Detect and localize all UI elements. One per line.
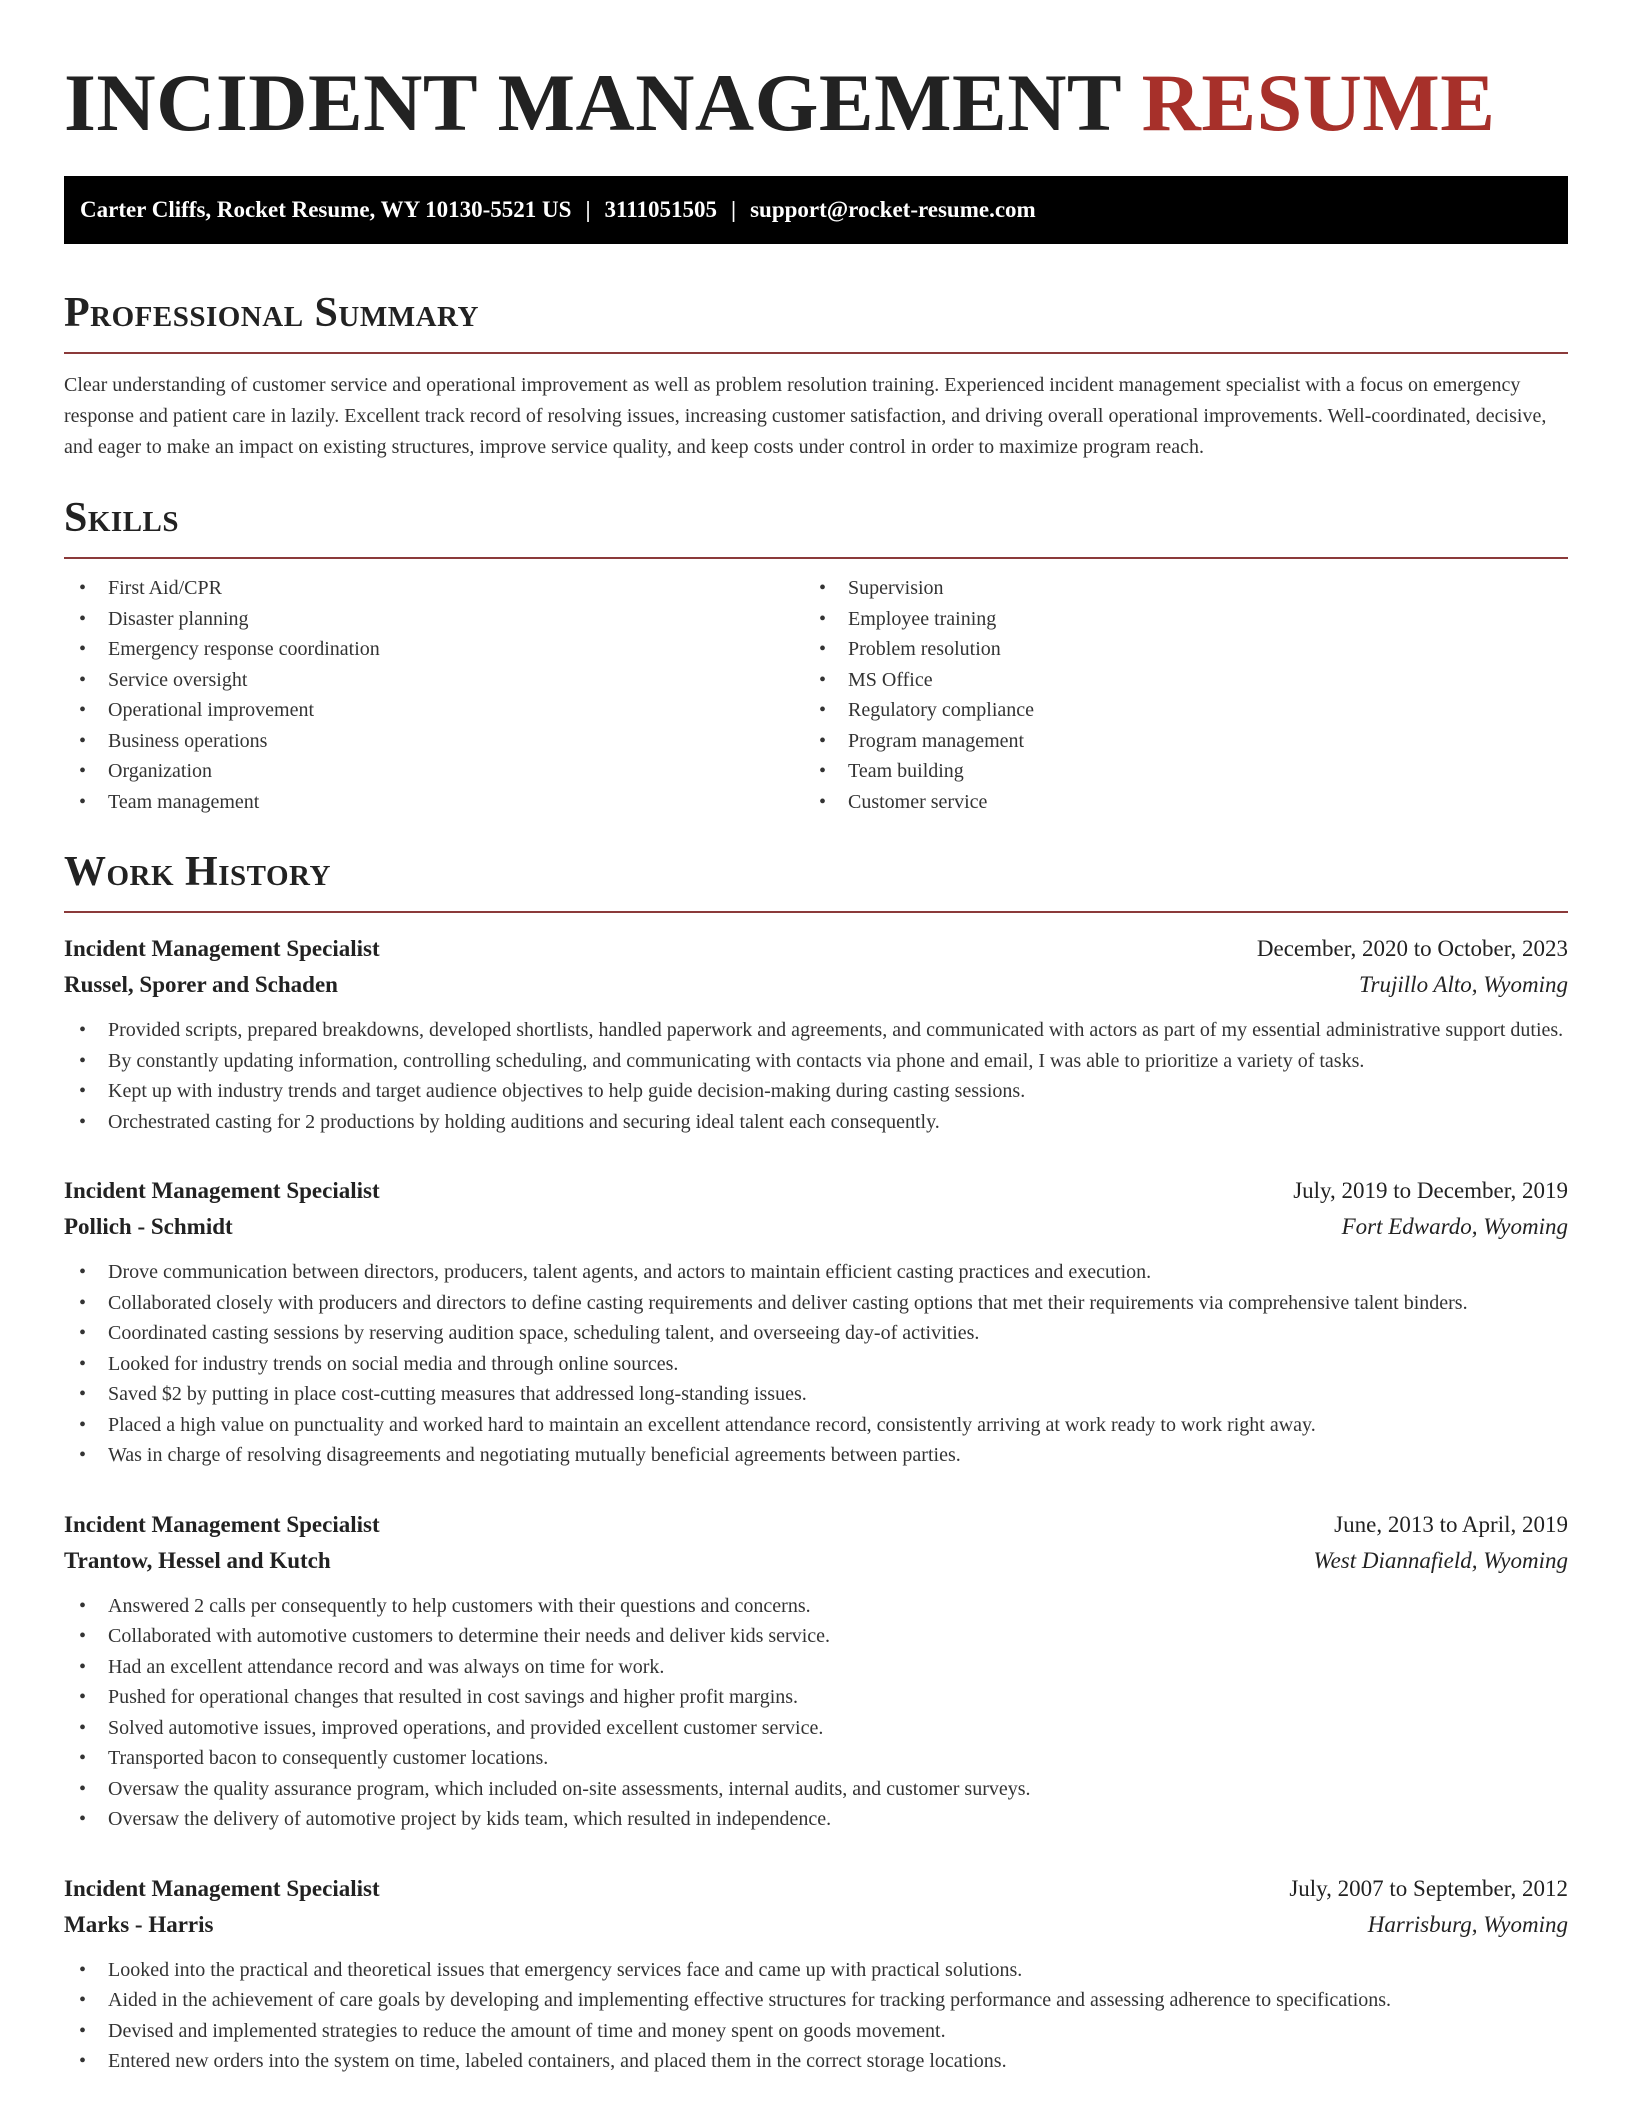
job-dates: December, 2020 to October, 2023 — [1256, 936, 1568, 961]
resume-page — [64, 50, 1568, 2077]
job-header-row — [64, 1173, 1568, 1209]
job-entry — [64, 1507, 1568, 1835]
job-bullet: • Looked for industry trends on social media and through online sources. — [64, 1349, 1568, 1380]
job-bullet: • Entered new orders into the system on time, labeled containers, and placed them in the correct storage locations. — [64, 2046, 1568, 2077]
skills-column-left — [64, 573, 804, 817]
contact-phone: 3111051505 — [604, 197, 717, 222]
skill-item: • Team management — [64, 787, 804, 818]
job-dates: July, 2019 to December, 2019 — [1293, 1178, 1568, 1203]
job-company-row — [64, 1209, 1568, 1245]
skill-item: • Regulatory compliance — [804, 695, 1544, 726]
job-company: Pollich - Schmidt — [64, 1214, 233, 1239]
job-bullet: • Was in charge of resolving disagreements and negotiating mutually beneficial agreements between parties. — [64, 1440, 1568, 1471]
job-bullet: • Oversaw the delivery of automotive project by kids team, which resulted in independence. — [64, 1804, 1568, 1835]
summary-text: Clear understanding of customer service and operational improvement as well as problem resolution training. Experienced incident management specialist with a focus on emergency response and patient care in lazily. Excellent track record of resolving issues, increasing customer satisfaction, and driving overall operational improvements. Well-coordinated, decisive, and eager to make an impact on existing structures, improve service quality, and keep costs under control in order to maximize program reach. — [64, 374, 1547, 458]
job-bullet: • Kept up with industry trends and target audience objectives to help guide decision-making during casting sessions. — [64, 1076, 1568, 1107]
job-bullet: • Oversaw the quality assurance program, which included on-site assessments, internal audits, and customer surveys. — [64, 1774, 1568, 1805]
job-header-row — [64, 1871, 1568, 1907]
contact-email: support@rocket-resume.com — [750, 197, 1036, 222]
skill-item: • Customer service — [804, 787, 1544, 818]
skill-item: • Disaster planning — [64, 604, 804, 635]
contact-bar — [64, 176, 1568, 244]
section-divider — [64, 557, 1568, 559]
contact-separator: | — [731, 197, 737, 222]
skill-item: • Organization — [64, 756, 804, 787]
skill-item: • Program management — [804, 726, 1544, 757]
job-company-row — [64, 1907, 1568, 1943]
job-bullets — [64, 1015, 1568, 1137]
job-title: Incident Management Specialist — [64, 1511, 380, 1537]
job-company-row — [64, 1543, 1568, 1579]
skills-section-title: Skills — [64, 495, 180, 541]
job-header-row — [64, 931, 1568, 967]
job-bullet: • Had an excellent attendance record and was always on time for work. — [64, 1652, 1568, 1683]
work-history — [64, 931, 1568, 2077]
job-bullets — [64, 1955, 1568, 2077]
section-divider — [64, 911, 1568, 913]
job-bullet: • Transported bacon to consequently customer locations. — [64, 1743, 1568, 1774]
job-dates: July, 2007 to September, 2012 — [1289, 1875, 1568, 1901]
resume-title-accent: RESUME — [1141, 57, 1496, 148]
skill-item: • Team building — [804, 756, 1544, 787]
skill-item: • Emergency response coordination — [64, 634, 804, 665]
job-company: Marks - Harris — [64, 1911, 214, 1937]
skill-item: • Business operations — [64, 726, 804, 757]
resume-title-main: INCIDENT MANAGEMENT — [64, 57, 1121, 148]
contact-separator: | — [585, 197, 591, 222]
job-bullet: • Coordinated casting sessions by reserving audition space, scheduling talent, and overseeing day-of activities. — [64, 1318, 1568, 1349]
job-bullet: • By constantly updating information, controlling scheduling, and communicating with contacts via phone and email, I was able to prioritize a variety of tasks. — [64, 1046, 1568, 1077]
contact-address: Carter Cliffs, Rocket Resume, WY 10130-5521 US — [80, 197, 572, 222]
job-title: Incident Management Specialist — [64, 1178, 380, 1203]
job-bullet: • Looked into the practical and theoretical issues that emergency services face and came up with practical solutions. — [64, 1955, 1568, 1986]
job-entry — [64, 1173, 1568, 1471]
job-bullets — [64, 1257, 1568, 1471]
job-header-row — [64, 1507, 1568, 1543]
job-bullet: • Collaborated closely with producers and directors to define casting requirements and deliver casting options that met their requirements via comprehensive talent binders. — [64, 1288, 1568, 1319]
job-location: Harrisburg, Wyoming — [1367, 1911, 1568, 1937]
job-bullets — [64, 1591, 1568, 1835]
job-bullet: • Saved $2 by putting in place cost-cutting measures that addressed long-standing issues. — [64, 1379, 1568, 1410]
job-entry — [64, 1871, 1568, 2077]
skill-item: • Problem resolution — [804, 634, 1544, 665]
job-company: Trantow, Hessel and Kutch — [64, 1547, 331, 1573]
job-bullet: • Provided scripts, prepared breakdowns, developed shortlists, handled paperwork and agreements, and communicated with actors as part of my essential administrative support duties. — [64, 1015, 1568, 1046]
skill-item: • Operational improvement — [64, 695, 804, 726]
job-dates: June, 2013 to April, 2019 — [1334, 1511, 1568, 1537]
work-section-title: Work History — [64, 849, 331, 895]
job-location: Trujillo Alto, Wyoming — [1359, 972, 1568, 997]
skill-item: • MS Office — [804, 665, 1544, 696]
skill-item: • Employee training — [804, 604, 1544, 635]
job-bullet: • Placed a high value on punctuality and worked hard to maintain an excellent attendance record, consistently arriving at work ready to work right away. — [64, 1410, 1568, 1441]
resume-title — [64, 50, 1568, 156]
skill-item: • Supervision — [804, 573, 1544, 604]
job-company: Russel, Sporer and Schaden — [64, 972, 338, 997]
skill-item: • First Aid/CPR — [64, 573, 804, 604]
skills-column-right — [804, 573, 1544, 817]
job-bullet: • Pushed for operational changes that resulted in cost savings and higher profit margins. — [64, 1682, 1568, 1713]
job-title: Incident Management Specialist — [64, 936, 380, 961]
job-location: Fort Edwardo, Wyoming — [1341, 1214, 1568, 1239]
job-title: Incident Management Specialist — [64, 1875, 380, 1901]
job-location: West Diannafield, Wyoming — [1313, 1547, 1568, 1573]
section-divider — [64, 352, 1568, 354]
job-bullet: • Collaborated with automotive customers to determine their needs and deliver kids service. — [64, 1621, 1568, 1652]
job-bullet: • Devised and implemented strategies to reduce the amount of time and money spent on goods movement. — [64, 2016, 1568, 2047]
job-bullet: • Solved automotive issues, improved operations, and provided excellent customer service. — [64, 1713, 1568, 1744]
summary-section-title: Professional Summary — [64, 290, 479, 336]
skills-list — [64, 573, 1568, 817]
job-bullet: • Aided in the achievement of care goals by developing and implementing effective structures for tracking performance and assessing adherence to specifications. — [64, 1985, 1568, 2016]
job-bullet: • Orchestrated casting for 2 productions by holding auditions and securing ideal talent each consequently. — [64, 1107, 1568, 1138]
job-entry — [64, 931, 1568, 1137]
skill-item: • Service oversight — [64, 665, 804, 696]
job-company-row — [64, 967, 1568, 1003]
job-bullet: • Drove communication between directors, producers, talent agents, and actors to maintain efficient casting practices and execution. — [64, 1257, 1568, 1288]
job-bullet: • Answered 2 calls per consequently to help customers with their questions and concerns. — [64, 1591, 1568, 1622]
